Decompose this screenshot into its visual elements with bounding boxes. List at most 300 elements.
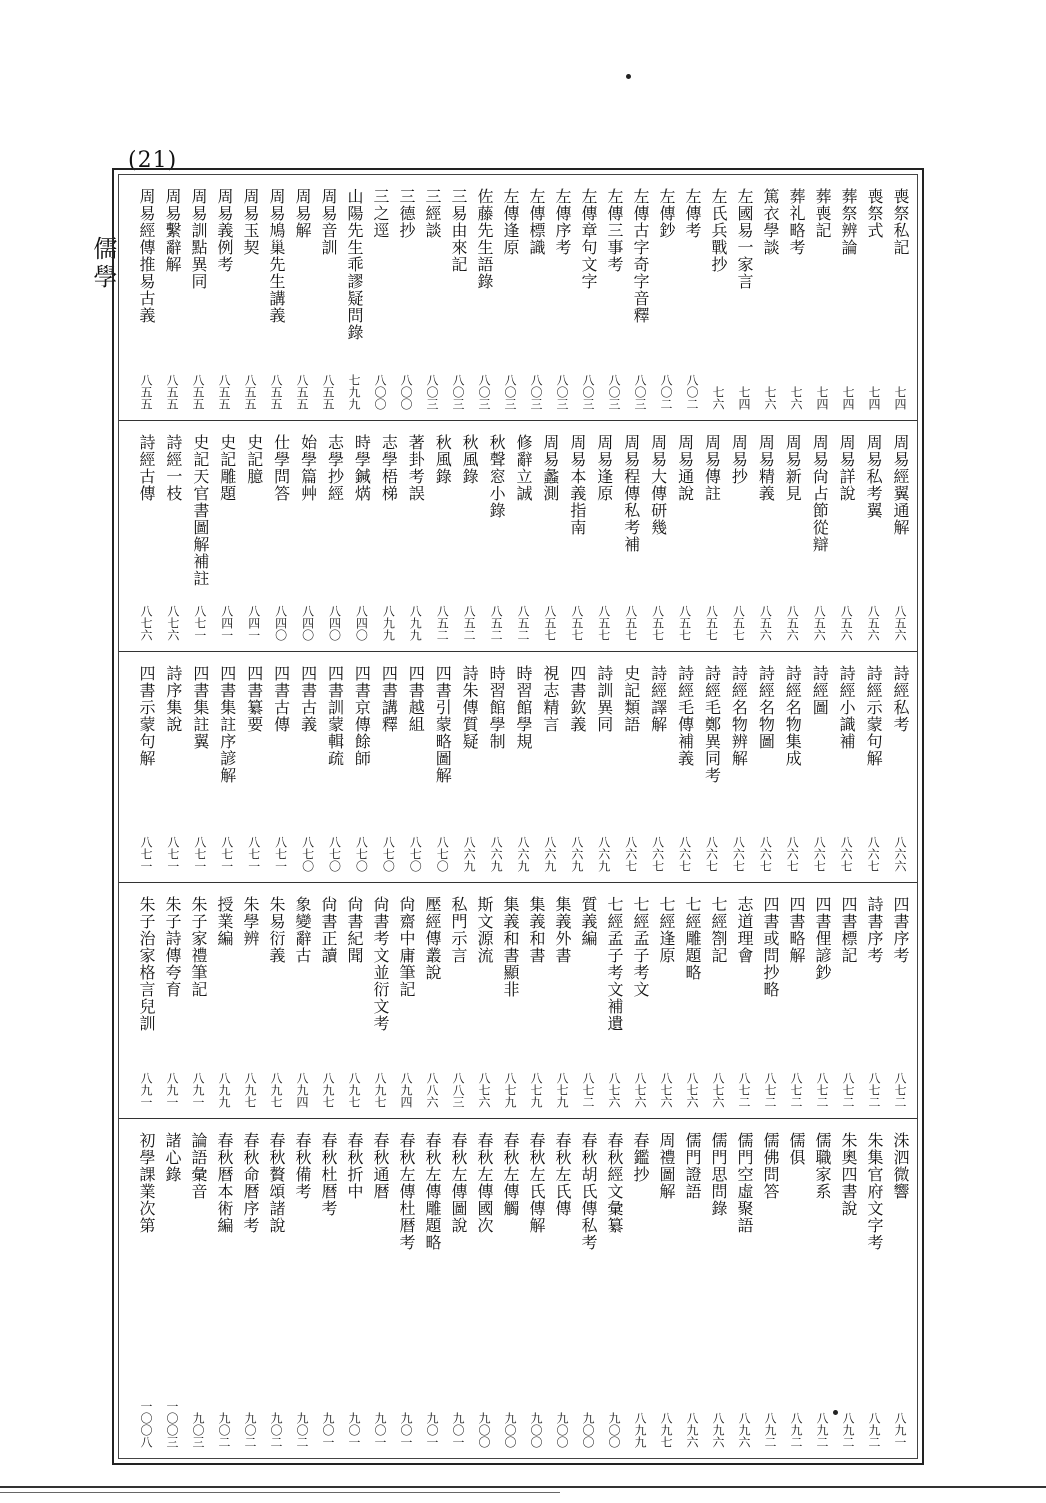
entry-page-number: 八六七 [623,836,638,872]
entry-title: 周易尙占節從辯 [810,434,830,553]
entry-page-number: 八四〇 [273,605,288,641]
index-entry [263,1120,289,1458]
running-head: 儒學 [89,236,117,292]
entry-page-number: 八九七 [269,1072,283,1108]
index-entry [591,422,617,651]
entry-title: 周易玉契 [241,188,260,256]
entry-page-number: 九〇二 [269,1412,283,1448]
footer-rule-thin [0,1492,560,1493]
entry-page-number: 八七九 [529,1072,543,1108]
entry-title: 儒佛問答 [761,1132,780,1200]
index-entry [185,176,211,420]
index-entry [537,653,563,882]
entry-page-number: 八七〇 [408,836,423,872]
entry-title: 四書或問抄略 [761,896,780,998]
entry-page-number: 八四一 [246,605,261,641]
entry-title: 集義外書 [553,896,572,964]
entry-title: 春秋左氏傳 [553,1132,572,1217]
entry-title: 詩朱傳質疑 [460,665,480,750]
entry-page-number: 八九一 [139,1072,153,1108]
entry-title: 仕學問答 [271,434,291,502]
index-entry [752,422,778,651]
entry-title: 山陽先生乖謬疑問錄 [345,188,364,341]
index-entry [483,653,509,882]
entry-title: 周易經翼通解 [891,434,910,536]
index-entry [860,653,886,882]
entry-page-number: 八八三 [451,1072,465,1108]
index-entry [471,884,497,1118]
entry-page-number: 八九二 [815,1412,829,1448]
index-entry [523,1120,549,1458]
index-entry [159,884,185,1118]
entry-title: 志學梧梯 [379,434,399,502]
entry-page-number: 七四 [893,386,907,410]
index-entry [185,884,211,1118]
entry-page-number: 八九一 [165,1072,179,1108]
entry-page-number: 八四〇 [300,605,315,641]
index-entry [375,422,401,651]
entry-title: 周禮圖解 [657,1132,676,1200]
entry-title: 七經逢原 [657,896,676,964]
entry-title: 斯文源流 [475,896,494,964]
index-entry [268,653,294,882]
entry-title: 四書序考 [891,896,910,964]
index-entry [445,1120,471,1458]
entry-title: 春鑑抄 [631,1132,650,1183]
entry-page-number: 八〇三 [503,374,517,410]
entry-title: 左傳標識 [527,188,546,256]
entry-title: 左傳三事考 [605,188,624,273]
entry-title: 集義和書顯非 [501,896,520,998]
index-entry [705,884,731,1118]
panel-rule-1 [119,420,917,421]
entry-page-number: 七六 [711,386,725,410]
entry-page-number: 八六七 [704,836,719,872]
entry-title: 儒職家系 [813,1132,832,1200]
entry-title: 周易精義 [756,434,776,502]
index-entry [653,1120,679,1458]
index-entry [564,422,590,651]
entry-title: 左傳古字奇字音釋 [631,188,650,324]
entry-title: 朱學辨 [241,896,260,947]
entry-page-number: 八七二 [763,1072,777,1108]
entry-page-number: 八五七 [623,605,638,641]
footer-rule [0,1486,1046,1488]
index-entry [887,422,913,651]
entry-page-number: 八九一 [893,1412,907,1448]
entry-title: 葬祭辨論 [839,188,858,256]
entry-page-number: 八六七 [785,836,800,872]
index-entry [497,176,523,420]
index-entry [653,884,679,1118]
entry-title: 三之逕 [371,188,390,239]
entry-title: 儒俱 [787,1132,806,1166]
index-entry [263,176,289,420]
index-entry [725,422,751,651]
index-entry [160,653,186,882]
entry-title: 四書古義 [298,665,318,733]
entry-title: 儒門空虛聚語 [735,1132,754,1234]
entry-page-number: 八五六 [893,605,907,641]
entry-page-number: 八七二 [581,1072,595,1108]
entry-page-number: 八九七 [347,1072,361,1108]
entry-page-number: 八〇三 [425,374,439,410]
index-entry [341,1120,367,1458]
entry-title: 左傳逢原 [501,188,520,256]
index-entry [159,1120,185,1458]
index-entry [861,1120,887,1458]
index-entry [315,176,341,420]
entry-title: 朱子治家格言兒訓 [137,896,156,1032]
entry-page-number: 八五七 [542,605,557,641]
entry-title: 尙書紀聞 [345,896,364,964]
entry-title: 四書欽義 [567,665,587,733]
index-entry [315,1120,341,1458]
index-entry [289,884,315,1118]
entry-page-number: 八六七 [650,836,665,872]
entry-title: 詩經名物集成 [783,665,803,767]
entry-title: 周易解 [293,188,312,239]
entry-page-number: 八七六 [607,1072,621,1108]
index-entry [211,176,237,420]
index-entry [393,884,419,1118]
index-entry [456,653,482,882]
index-entry [375,653,401,882]
index-entry [348,653,374,882]
index-entry [510,422,536,651]
entry-page-number: 八八六 [425,1072,439,1108]
entry-page-number: 八九二 [789,1412,803,1448]
panel-rule-4 [119,1118,917,1119]
entry-page-number: 八七一 [165,836,180,872]
entry-page-number: 九〇一 [425,1412,439,1448]
entry-title: 葬喪記 [813,188,832,239]
index-entry [618,422,644,651]
entry-page-number: 八九七 [373,1072,387,1108]
index-entry [393,1120,419,1458]
entry-page-number: 七六 [763,386,777,410]
entry-page-number: 八五五 [243,374,257,410]
entry-title: 朱集官府文字考 [865,1132,884,1251]
entry-title: 春秋左傳杜暦考 [397,1132,416,1251]
entry-title: 周易鳩巢先生講義 [267,188,286,324]
entry-page-number: 七九九 [347,374,361,410]
panel-rule-3 [119,882,917,883]
index-entry [757,176,783,420]
entry-title: 史記雕題 [217,434,237,502]
entry-page-number: 八〇三 [477,374,491,410]
index-entry [549,1120,575,1458]
entry-title: 春秋暦本術編 [215,1132,234,1234]
index-entry [523,884,549,1118]
index-entry [471,176,497,420]
entry-title: 春秋杜暦考 [319,1132,338,1217]
entry-page-number: 八七六 [633,1072,647,1108]
entry-title: 志學抄經 [325,434,345,502]
index-entry [133,422,159,651]
entry-title: 授業編 [215,896,234,947]
index-entry [835,176,861,420]
index-entry [471,1120,497,1458]
entry-title: 春秋通暦 [371,1132,390,1200]
entry-page-number: 七六 [789,386,803,410]
entry-title: 四書纂要 [244,665,264,733]
entry-page-number: 八六七 [758,836,773,872]
entry-page-number: 八五五 [269,374,283,410]
index-entry [645,422,671,651]
entry-title: 三德抄 [397,188,416,239]
entry-title: 詩經古傳 [137,434,156,502]
entry-page-number: 八七〇 [381,836,396,872]
entry-page-number: 九〇二 [217,1412,231,1448]
index-entry [705,1120,731,1458]
panel-2 [119,422,917,651]
entry-title: 志道理會 [735,896,754,964]
entry-title: 七經劄記 [709,896,728,964]
entry-title: 四書示蒙句解 [137,665,156,767]
entry-page-number: 八六六 [893,836,907,872]
entry-title: 詩經小識補 [837,665,857,750]
index-entry [289,1120,315,1458]
entry-page-number: 八六七 [812,836,827,872]
entry-page-number: 八五五 [217,374,231,410]
panel-3 [119,653,917,882]
index-entry [367,1120,393,1458]
entry-title: 詩序集說 [163,665,183,733]
entry-page-number: 八五七 [704,605,719,641]
entry-page-number: 八〇三 [555,374,569,410]
entry-page-number: 八五五 [295,374,309,410]
index-entry [779,653,805,882]
entry-title: 春秋經文彙纂 [605,1132,624,1234]
index-entry [185,1120,211,1458]
entry-title: 春秋折中 [345,1132,364,1200]
entry-title: 周易通說 [675,434,695,502]
index-entry [699,422,725,651]
index-entry [591,653,617,882]
index-entry [575,1120,601,1458]
entry-page-number: 八五五 [321,374,335,410]
entry-page-number: 八七六 [477,1072,491,1108]
index-entry [341,884,367,1118]
entry-title: 視志精言 [540,665,560,733]
index-entry [618,653,644,882]
index-entry [672,653,698,882]
entry-page-number: 八五六 [812,605,827,641]
entry-page-number: 八六九 [489,836,504,872]
entry-page-number: 八九九 [633,1412,647,1448]
entry-page-number: 八七二 [815,1072,829,1108]
index-entry [402,422,428,651]
entry-title: 詩訓異同 [594,665,614,733]
index-entry [833,653,859,882]
entry-title: 儒門思問錄 [709,1132,728,1217]
entry-title: 春秋備考 [293,1132,312,1200]
entry-page-number: 八五七 [596,605,611,641]
entry-page-number: 八七六 [711,1072,725,1108]
index-entry [601,884,627,1118]
entry-page-number: 八四〇 [327,605,342,641]
entry-title: 春秋左傳雕題略 [423,1132,442,1251]
entry-page-number: 八七〇 [354,836,369,872]
entry-page-number: 八五五 [139,374,153,410]
entry-title: 喪祭私記 [891,188,910,256]
index-entry [783,1120,809,1458]
entry-title: 集義和書 [527,896,546,964]
entry-page-number: 八〇二 [685,374,699,410]
entry-page-number: 八九九 [217,1072,231,1108]
entry-page-number: 九〇一 [321,1412,335,1448]
entry-title: 質義編 [579,896,598,947]
entry-page-number: 七四 [841,386,855,410]
entry-title: 春秋左傳國次 [475,1132,494,1234]
entry-title: 左傳鈔 [657,188,676,239]
index-entry [214,422,240,651]
index-entry [806,653,832,882]
index-entry [211,884,237,1118]
entry-title: 史記類語 [621,665,641,733]
entry-page-number: 八六七 [731,836,746,872]
entry-title: 四書標記 [839,896,858,964]
entry-page-number: 九〇〇 [477,1412,491,1448]
index-entry [809,884,835,1118]
panel-1 [119,176,917,420]
entry-title: 儒門證語 [683,1132,702,1200]
index-entry [419,1120,445,1458]
entry-page-number: 八六九 [596,836,611,872]
index-entry [645,653,671,882]
entry-title: 論語彙音 [189,1132,208,1200]
entry-title: 秋風錄 [433,434,453,485]
entry-page-number: 八七九 [555,1072,569,1108]
index-entry [861,884,887,1118]
entry-page-number: 八七二 [867,1072,881,1108]
index-entry [237,1120,263,1458]
entry-page-number: 八七二 [789,1072,803,1108]
index-entry [497,884,523,1118]
entry-page-number: 八六九 [569,836,584,872]
index-entry [133,884,159,1118]
index-entry [393,176,419,420]
entry-page-number: 九〇二 [295,1412,309,1448]
index-entry [537,422,563,651]
entry-page-number: 八七二 [893,1072,907,1108]
index-entry [887,653,913,882]
index-entry [705,176,731,420]
entry-title: 詩經毛鄭異同考 [702,665,722,784]
entry-page-number: 八〇〇 [399,374,413,410]
index-entry [860,422,886,651]
entry-title: 詩經一枝 [163,434,183,502]
index-entry [835,1120,861,1458]
entry-title: 史記臆 [244,434,264,485]
entry-page-number: 九〇〇 [581,1412,595,1448]
index-entry [159,176,185,420]
index-entry [523,176,549,420]
entry-title: 春秋命暦序考 [241,1132,260,1234]
index-entry [187,422,213,651]
entry-title: 周易逢原 [594,434,614,502]
index-entry [456,422,482,651]
index-entry [133,1120,159,1458]
panel-5 [119,1120,917,1458]
entry-page-number: 八九七 [243,1072,257,1108]
entry-page-number: 八九四 [295,1072,309,1108]
entry-page-number: 八九六 [737,1412,751,1448]
entry-title: 朱子詩傳夸育 [163,896,182,998]
entry-title: 周易音訓 [319,188,338,256]
entry-title: 春秋左氏傳解 [527,1132,546,1234]
entry-page-number: 八六九 [542,836,557,872]
index-entry [653,176,679,420]
entry-page-number: 八九九 [381,605,396,641]
entry-title: 史記天官書圖解補註 [190,434,210,587]
index-entry [809,176,835,420]
panel-rule-2 [119,651,917,652]
entry-title: 周易私考翼 [864,434,884,519]
entry-page-number: 九〇三 [191,1412,205,1448]
entry-page-number: 八五二 [489,605,504,641]
entry-page-number: 八五二 [516,605,530,641]
entry-title: 時學鍼焫 [352,434,372,502]
entry-title: 七經孟子考文 [631,896,650,998]
index-entry [679,884,705,1118]
entry-page-number: 八〇三 [607,374,621,410]
entry-title: 左國易一家言 [735,188,754,290]
entry-title: 春秋贅頌諸說 [267,1132,286,1234]
entry-page-number: 九〇二 [243,1412,257,1448]
entry-page-number: 七四 [867,386,881,410]
entry-title: 四書古傳 [271,665,291,733]
index-entry [241,653,267,882]
index-entry [627,1120,653,1458]
entry-title: 詩經圖 [810,665,830,716]
entry-title: 三經談 [423,188,442,239]
entry-page-number: 七四 [815,386,829,410]
entry-title: 周易蠡測 [540,434,560,502]
index-entry [263,884,289,1118]
entry-title: 始學篇艸 [298,434,318,502]
entry-page-number: 八五六 [839,605,854,641]
entry-title: 左傳考 [683,188,702,239]
entry-title: 私門示言 [449,896,468,964]
index-entry [783,884,809,1118]
entry-page-number: 八六九 [516,836,530,872]
entry-page-number: 八七二 [737,1072,751,1108]
entry-title: 尙書考文並衍文考 [371,896,390,1032]
entry-title: 四書俚諺鈔 [813,896,832,981]
panel-4 [119,884,917,1118]
entry-title: 四書越組 [406,665,426,733]
index-entry [367,176,393,420]
index-entry [564,653,590,882]
index-entry [809,1120,835,1458]
entry-page-number: 八〇二 [659,374,673,410]
index-entry [731,884,757,1118]
entry-page-number: 八六七 [839,836,854,872]
entry-title: 四書引蒙略圖解 [433,665,453,784]
entry-title: 佐藤先生語錄 [475,188,494,290]
index-entry [445,884,471,1118]
index-entry [757,884,783,1118]
index-entry [779,422,805,651]
index-entry [133,176,159,420]
entry-page-number: 九〇一 [373,1412,387,1448]
index-entry [575,884,601,1118]
entry-title: 尙書正讀 [319,896,338,964]
entry-title: 四書略解 [787,896,806,964]
entry-title: 初學課業次第 [137,1132,156,1234]
